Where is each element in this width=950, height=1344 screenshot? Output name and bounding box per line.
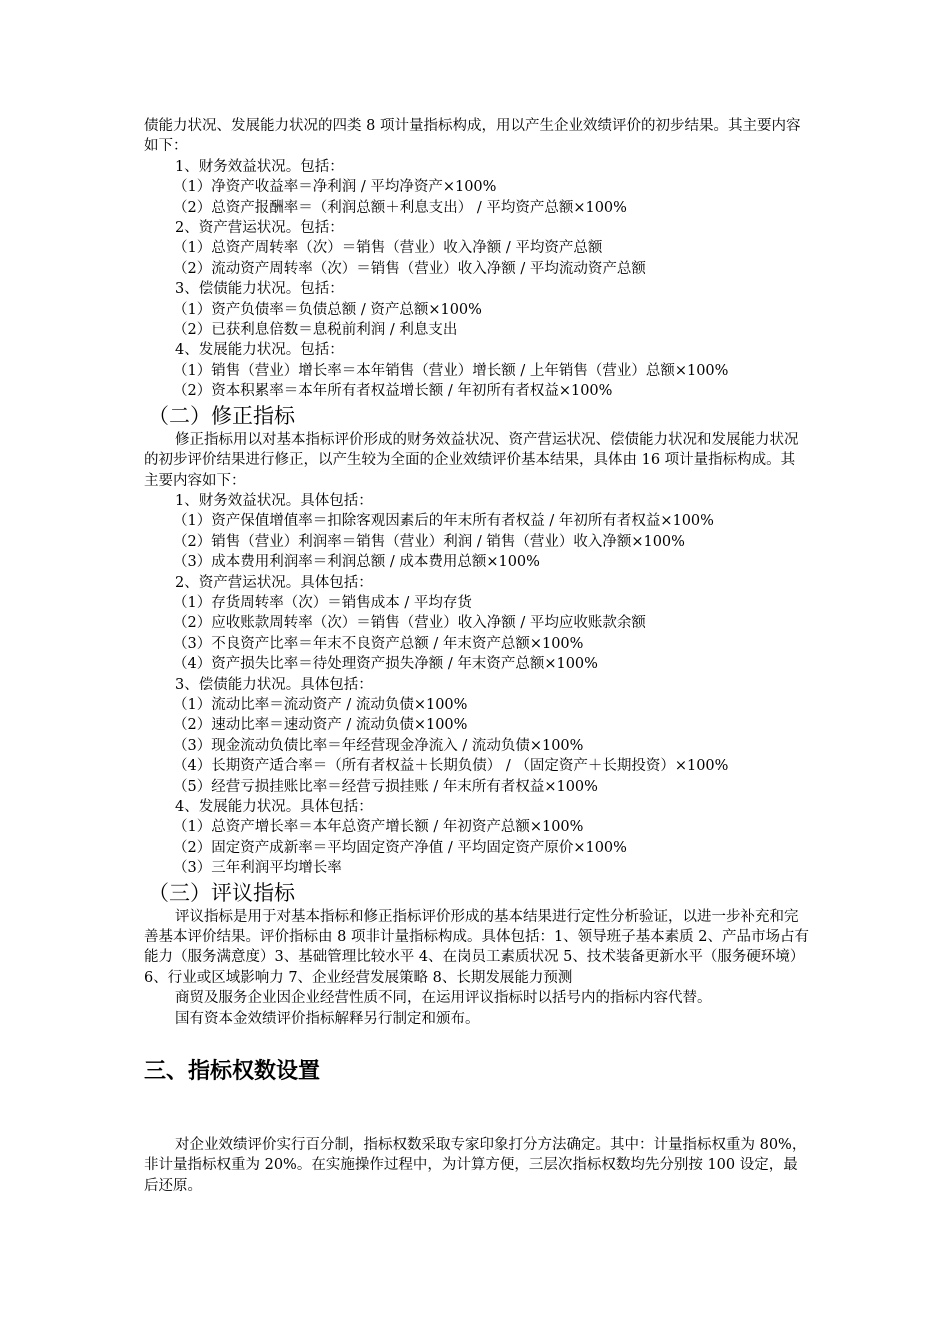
body-paragraph: 修正指标用以对基本指标评价形成的财务效益状况、资产营运状况、偿债能力状况和发展能力状况的初步评价结果进行修正，以产生较为全面的企业效绩评价基本结果，具体由 16 项计量指标构成。其主要内容如下：: [144, 431, 799, 489]
formula-item: （5）经营亏损挂账比率＝经营亏损挂账 / 年末所有者权益×100%: [173, 778, 598, 795]
formula-item: （1）总资产周转率（次）＝销售（营业）收入净额 / 平均资产总额: [173, 240, 603, 257]
formula-item: （2）总资产报酬率＝（利润总额＋利息支出） / 平均资产总额×100%: [173, 199, 627, 216]
subsection-heading: （二）修正指标: [148, 403, 295, 428]
list-heading: 3、偿债能力状况。具体包括：: [175, 676, 373, 693]
list-heading: 3、偿债能力状况。包括：: [175, 281, 344, 298]
subsection-heading: （三）评议指标: [148, 880, 295, 905]
list-heading: 2、资产营运状况。具体包括：: [175, 574, 373, 591]
formula-item: （2）速动比率＝速动资产 / 流动负债×100%: [173, 717, 468, 734]
list-heading: 商贸及服务企业因企业经营性质不同，在运用评议指标时以括号内的指标内容代替。: [175, 990, 712, 1007]
formula-item: （3）不良资产比率＝年末不良资产总额 / 年末资产总额×100%: [173, 635, 584, 652]
list-heading: 4、发展能力状况。具体包括：: [175, 799, 373, 815]
list-heading: 2、资产营运状况。包括：: [175, 220, 344, 237]
section-heading: 三、指标权数设置: [144, 1059, 321, 1085]
formula-item: （2）固定资产成新率＝平均固定资产净值 / 平均固定资产原价×100%: [173, 839, 627, 856]
body-paragraph: 债能力状况、发展能力状况的四类 8 项计量指标构成，用以产生企业效绩评价的初步结果。其主要内容如下：: [144, 118, 801, 155]
formula-item: （1）总资产增长率＝本年总资产增长额 / 年初资产总额×100%: [173, 819, 584, 836]
body-paragraph: 对企业效绩评价实行百分制，指标权数采取专家印象打分方法确定。其中：计量指标权重为 80%，非计量指标权重为 20%。在实施操作过程中，为计算方便，三层次指标权数均先分别按 100 设定，最后还原。: [144, 1137, 807, 1194]
formula-item: （4）长期资产适合率＝（所有者权益＋长期负债） / （固定资产＋长期投资）×100%: [173, 758, 729, 775]
formula-item: （3）现金流动负债比率＝年经营现金净流入 / 流动负债×100%: [173, 737, 584, 754]
formula-item: （2）流动资产周转率（次）＝销售（营业）收入净额 / 平均流动资产总额: [173, 260, 646, 277]
list-heading: 4、发展能力状况。包括：: [175, 342, 344, 359]
body-paragraph: 评议指标是用于对基本指标和修正指标评价形成的基本结果进行定性分析验证，以进一步补充和完善基本评价结果。评价指标由 8 项非计量指标构成。具体包括：1、领导班子基本素质 2、产品市场占有能力（服务满意度）3、基础管理比较水平 4、在岗员工素质状况 5、技术装备更新水平（服务硬环境）6、行业或区域影响力 7、企业经营发展策略 8、长期发展能力预测: [144, 908, 809, 986]
formula-item: （3）成本费用利润率＝利润总额 / 成本费用总额×100%: [173, 554, 540, 571]
formula-item: （2）已获利息倍数＝息税前利润 / 利息支出: [173, 322, 458, 339]
list-heading: 1、财务效益状况。具体包括：: [175, 492, 373, 509]
list-heading: 1、财务效益状况。包括：: [175, 158, 344, 175]
list-heading: 国有资本金效绩评价指标解释另行制定和颁布。: [175, 1010, 480, 1027]
formula-item: （1）流动比率＝流动资产 / 流动负债×100%: [173, 696, 468, 713]
formula-item: （1）净资产收益率＝净利润 / 平均净资产×100%: [173, 179, 497, 196]
formula-item: （1）存货周转率（次）＝销售成本 / 平均存货: [173, 594, 472, 611]
formula-item: （1）销售（营业）增长率＝本年销售（营业）增长额 / 上年销售（营业）总额×100%: [173, 362, 729, 379]
document-page: [144, 116, 809, 1196]
formula-item: （2）应收账款周转率（次）＝销售（营业）收入净额 / 平均应收账款余额: [173, 615, 646, 632]
formula-item: （3）三年利润平均增长率: [173, 860, 342, 877]
formula-item: （4）资产损失比率＝待处理资产损失净额 / 年末资产总额×100%: [173, 656, 598, 673]
formula-item: （2）销售（营业）利润率＝销售（营业）利润 / 销售（营业）收入净额×100%: [173, 533, 685, 550]
formula-item: （1）资产保值增值率＝扣除客观因素后的年末所有者权益 / 年初所有者权益×100%: [173, 513, 714, 530]
formula-item: （2）资本积累率＝本年所有者权益增长额 / 年初所有者权益×100%: [173, 383, 613, 400]
formula-item: （1）资产负债率＝负债总额 / 资产总额×100%: [173, 301, 482, 318]
